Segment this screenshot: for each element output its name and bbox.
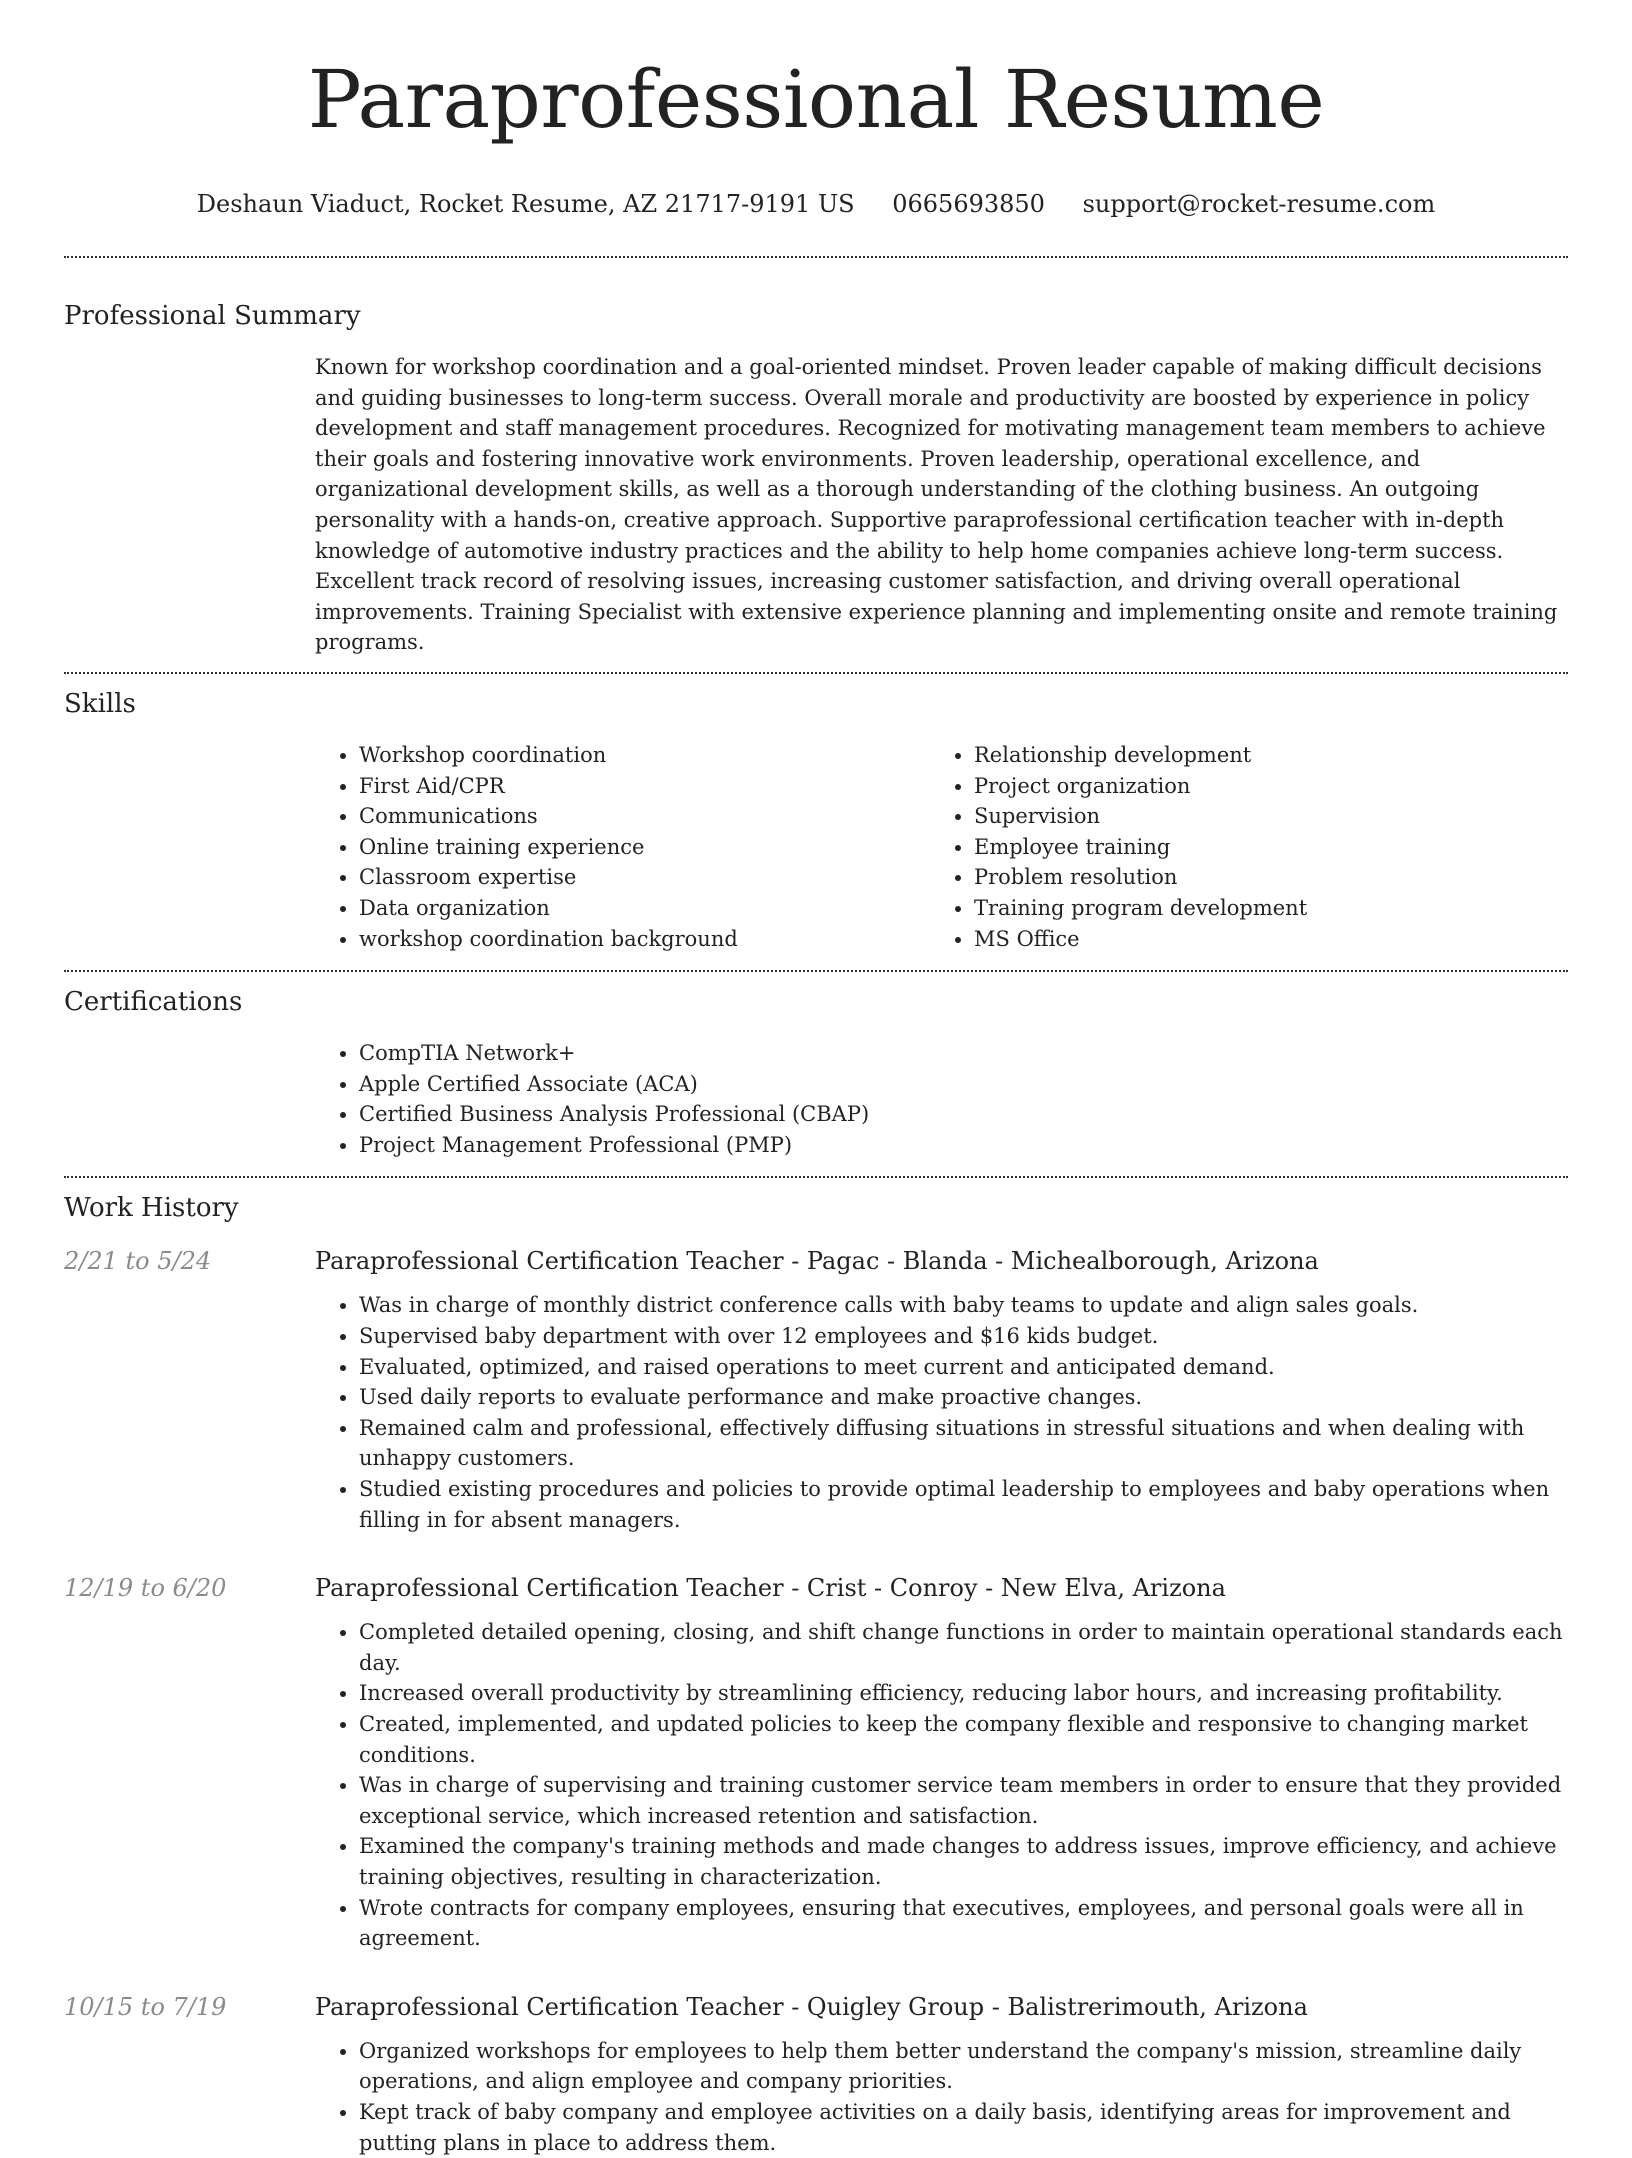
job-dates: 12/19 to 6/20 [64, 1574, 227, 1603]
job-body [315, 1569, 1568, 1954]
contact-email: support@rocket-resume.com [1082, 190, 1436, 218]
job-bullet: • Studied existing procedures and policies to provide optimal leadership to employees and baby operations when filling in for absent managers. [359, 1474, 1568, 1535]
job-bullets [315, 2036, 1568, 2158]
skill-item: • Workshop coordination [359, 740, 930, 771]
skill-item: • Supervision [974, 801, 1545, 832]
summary-text: Known for workshop coordination and a goal-oriented mindset. Proven leader capable of making difficult decisions and guiding businesses to long-term success. Overall morale and productivity are boosted by experience in policy development and staff management procedures. Recognized for motivating management team members to achieve their goals and fostering innovative work environments. Proven leadership, operational excellence, and organizational development skills, as well as a thorough understanding of the clothing business. An outgoing personality with a hands-on, creative approach. Supportive paraprofessional certification teacher with in-depth knowledge of automotive industry practices and the ability to help home companies achieve long-term success. Excellent track record of resolving issues, increasing customer satisfaction, and driving overall operational improvements. Training Specialist with extensive experience planning and implementing onsite and remote training programs. [315, 355, 1558, 655]
job-bullets [315, 1617, 1568, 1954]
summary-heading: Professional Summary [64, 301, 361, 331]
page-title: Paraprofessional Resume [307, 53, 1325, 146]
job-bullet: • Evaluated, optimized, and raised operations to meet current and anticipated demand. [359, 1352, 1568, 1383]
job-body [315, 1242, 1568, 1535]
skills-columns [315, 740, 1568, 970]
skill-item: • Data organization [359, 893, 930, 924]
job-title: Paraprofessional Certification Teacher - Quigley Group - Balistrerimouth, Arizona [315, 1992, 1308, 2021]
skill-item: • MS Office [974, 924, 1545, 955]
certification-item: • Project Management Professional (PMP) [359, 1130, 1568, 1161]
summary-section [64, 298, 1568, 672]
job-bullet: • Remained calm and professional, effectively diffusing situations in stressful situations and when dealing with unhappy customers. [359, 1413, 1568, 1474]
job-bullet: • Examined the company's training methods and made changes to address issues, improve efficiency, and achieve training objectives, resulting in characterization. [359, 1831, 1568, 1892]
job-bullet: • Wrote contracts for company employees, ensuring that executives, employees, and personal goals were all in agreement. [359, 1893, 1568, 1954]
contact-address: Deshaun Viaduct, Rocket Resume, AZ 21717-9191 US [196, 190, 855, 218]
resume-page [64, 0, 1568, 2158]
job-bullet: • Was in charge of monthly district conference calls with baby teams to update and align sales goals. [359, 1290, 1568, 1321]
skill-item: • Employee training [974, 832, 1545, 863]
job-dates: 2/21 to 5/24 [64, 1247, 212, 1276]
skills-heading: Skills [64, 688, 136, 719]
job-bullet: • Supervised baby department with over 12 employees and $16 kids budget. [359, 1321, 1568, 1352]
section-divider [64, 1176, 1568, 1178]
skills-list-right [930, 740, 1545, 954]
skill-item: • Relationship development [974, 740, 1545, 771]
skill-item: • First Aid/CPR [359, 771, 930, 802]
certifications-content [315, 1038, 1568, 1176]
section-divider [64, 256, 1568, 258]
job-entry [64, 1242, 1568, 1535]
work-history-heading: Work History [64, 1193, 239, 1224]
skill-item: • Classroom expertise [359, 862, 930, 893]
certifications-list [315, 1038, 1568, 1160]
job-bullet: • Completed detailed opening, closing, and shift change functions in order to maintain operational standards each day. [359, 1617, 1568, 1678]
job-bullet: • Increased overall productivity by streamlining efficiency, reducing labor hours, and increasing profitability. [359, 1678, 1568, 1709]
certification-item: • Certified Business Analysis Professional (CBAP) [359, 1099, 1568, 1130]
job-bullet: • Used daily reports to evaluate performance and make proactive changes. [359, 1382, 1568, 1413]
job-bullets [315, 1290, 1568, 1535]
skill-item: • Problem resolution [974, 862, 1545, 893]
section-divider [64, 970, 1568, 972]
job-body [315, 1988, 1568, 2158]
job-title: Paraprofessional Certification Teacher - Pagac - Blanda - Michealborough, Arizona [315, 1247, 1319, 1276]
job-bullet: • Organized workshops for employees to help them better understand the company's mission, streamline daily operations, and align employee and company priorities. [359, 2036, 1568, 2097]
skill-item: • workshop coordination background [359, 924, 930, 955]
job-bullet: • Kept track of baby company and employee activities on a daily basis, identifying areas for improvement and putting plans in place to address them. [359, 2097, 1568, 2158]
certifications-section [64, 984, 1568, 1176]
skill-item: • Training program development [974, 893, 1545, 924]
contact-phone: 0665693850 [892, 190, 1045, 218]
job-dates: 10/15 to 7/19 [64, 1992, 227, 2021]
job-title: Paraprofessional Certification Teacher - Crist - Conroy - New Elva, Arizona [315, 1574, 1226, 1603]
job-entry [64, 1988, 1568, 2158]
skills-section [64, 686, 1568, 970]
skills-list-left [315, 740, 930, 954]
skill-item: • Communications [359, 801, 930, 832]
contact-line [64, 188, 1568, 220]
job-bullet: • Was in charge of supervising and training customer service team members in order to ensure that they provided exceptional service, which increased retention and satisfaction. [359, 1770, 1568, 1831]
work-history-section [64, 1190, 1568, 2158]
skill-item: • Online training experience [359, 832, 930, 863]
certification-item: • CompTIA Network+ [359, 1038, 1568, 1069]
certifications-heading: Certifications [64, 987, 243, 1018]
section-divider [64, 672, 1568, 674]
certification-item: • Apple Certified Associate (ACA) [359, 1069, 1568, 1100]
job-bullet: • Created, implemented, and updated policies to keep the company flexible and responsive to changing market conditions. [359, 1709, 1568, 1770]
skill-item: • Project organization [974, 771, 1545, 802]
job-entry [64, 1569, 1568, 1954]
